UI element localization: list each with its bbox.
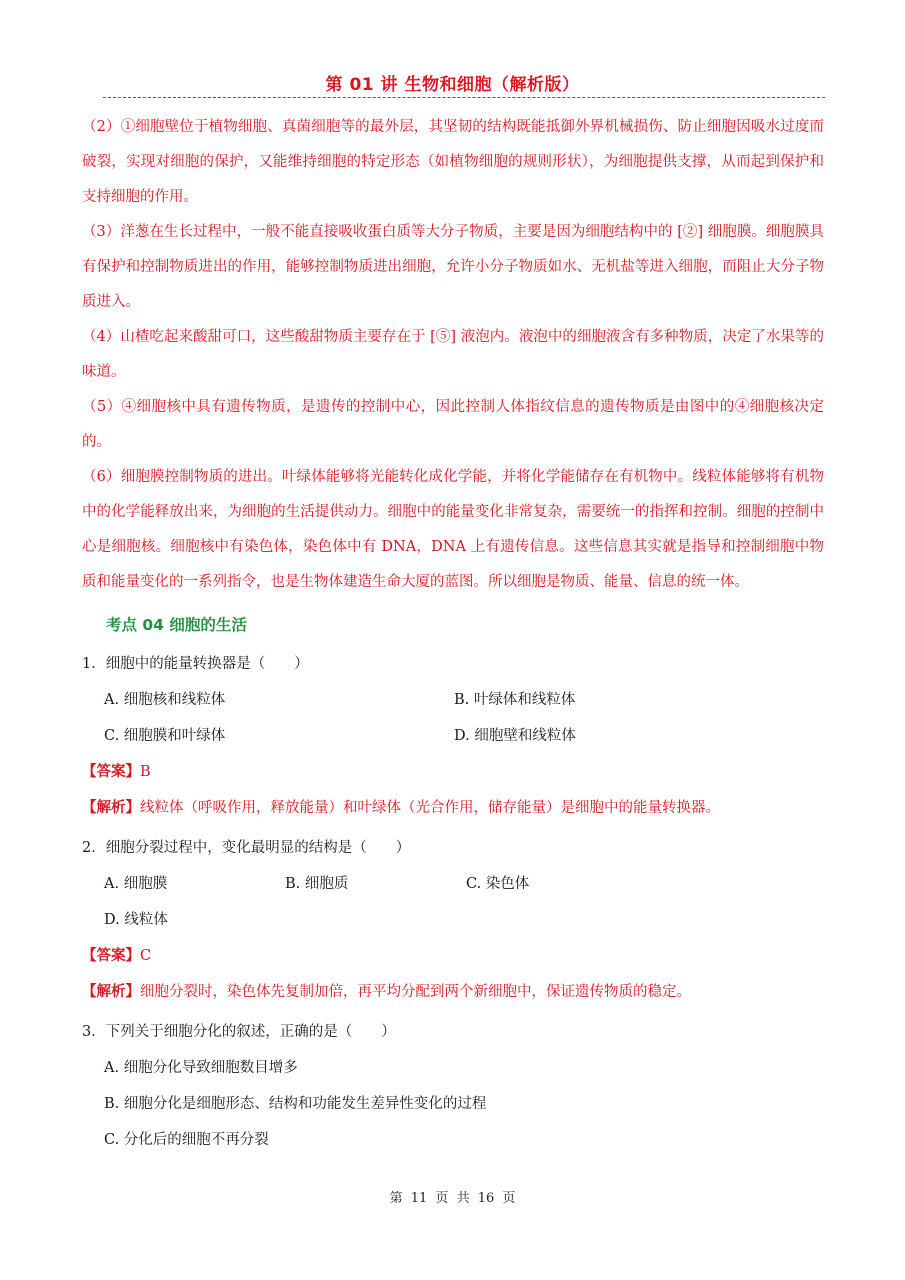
question-2-options	[82, 866, 824, 938]
question-2-stem: 2．细胞分裂过程中，变化最明显的结构是（ ）	[82, 840, 411, 856]
question-3-option-b: B. 细胞分化是细胞形态、结构和功能发生差异性变化的过程	[104, 1096, 487, 1112]
document-body	[82, 110, 824, 1158]
analysis-text: 线粒体（呼吸作用，释放能量）和叶绿体（光合作用，储存能量）是细胞中的能量转换器。	[140, 800, 720, 816]
paragraph-2: （2）①细胞壁位于植物细胞、真菌细胞等的最外层，其坚韧的结构既能抵御外界机械损伤、防止细胞因吸水过度而破裂，实现对细胞的保护，又能维持细胞的特定形态（如植物细胞的规则形状），为细胞提供支撑，从而起到保护和支持细胞的作用。	[82, 119, 824, 205]
question-1-stem: 1．细胞中的能量转换器是（ ）	[82, 656, 309, 672]
page-title: 第 01 讲 生物和细胞（解析版）	[325, 75, 580, 95]
answer-tag: 【答案】	[82, 947, 140, 964]
question-1-option-b: B. 叶绿体和线粒体	[454, 692, 576, 708]
paragraph-5: （5）④细胞核中具有遗传物质，是遗传的控制中心，因此控制人体指纹信息的遗传物质是由图中的④细胞核决定的。	[82, 399, 824, 450]
answer-tag: 【答案】	[82, 763, 140, 780]
paragraph-4: （4）山楂吃起来酸甜可口，这些酸甜物质主要存在于 [⑤] 液泡内。液泡中的细胞液含有多种物质，决定了水果等的味道。	[82, 329, 824, 380]
analysis-tag: 【解析】	[82, 983, 140, 1000]
question-1-option-c: C. 细胞膜和叶绿体	[104, 728, 226, 744]
question-2-option-c: C. 染色体	[466, 876, 530, 892]
page-number: 第 11 页 共 16 页	[389, 1191, 516, 1206]
question-2-analysis	[82, 974, 824, 1010]
section-heading: 考点 04 细胞的生活	[106, 616, 247, 634]
question-2-option-b: B. 细胞质	[285, 876, 349, 892]
question-2-option-a: A. 细胞膜	[104, 876, 168, 892]
question-1-options	[82, 682, 824, 754]
analysis-tag: 【解析】	[82, 799, 140, 816]
answer-value: C	[140, 948, 152, 964]
question-3-option-c: C. 分化后的细胞不再分裂	[104, 1132, 269, 1148]
question-3-option-a: A. 细胞分化导致细胞数目增多	[104, 1060, 298, 1076]
question-1-option-a: A. 细胞核和线粒体	[104, 692, 226, 708]
question-2-option-d: D. 线粒体	[104, 912, 168, 928]
header-divider	[103, 97, 825, 98]
question-1-analysis	[82, 790, 824, 826]
question-3-options	[82, 1050, 824, 1158]
analysis-text: 细胞分裂时，染色体先复制加倍，再平均分配到两个新细胞中，保证遗传物质的稳定。	[140, 984, 691, 1000]
paragraph-6: （6）细胞膜控制物质的进出。叶绿体能够将光能转化成化学能，并将化学能储存在有机物中。线粒体能够将有机物中的化学能释放出来，为细胞的生活提供动力。细胞中的能量变化非常复杂，需要统一的指挥和控制。细胞的控制中心是细胞核。细胞核中有染色体，染色体中有 DNA，DNA 上有遗传信息。这些信息其实就是指导和控制细胞中物质和能量变化的一系列指令，也是生物体建造生命大厦的蓝图。所以细胞是物质、能量、信息的统一体。	[82, 469, 824, 590]
question-1-option-d: D. 细胞壁和线粒体	[454, 728, 576, 744]
question-1-answer	[82, 754, 824, 790]
question-2-answer	[82, 938, 824, 974]
question-3-stem: 3．下列关于细胞分化的叙述，正确的是（ ）	[82, 1024, 396, 1040]
answer-value: B	[140, 764, 151, 780]
paragraph-3: （3）洋葱在生长过程中，一般不能直接吸收蛋白质等大分子物质，主要是因为细胞结构中的 [②] 细胞膜。细胞膜具有保护和控制物质进出的作用，能够控制物质进出细胞，允许小分子物质如水、无机盐等进入细胞，而阻止大分子物质进入。	[82, 224, 824, 310]
